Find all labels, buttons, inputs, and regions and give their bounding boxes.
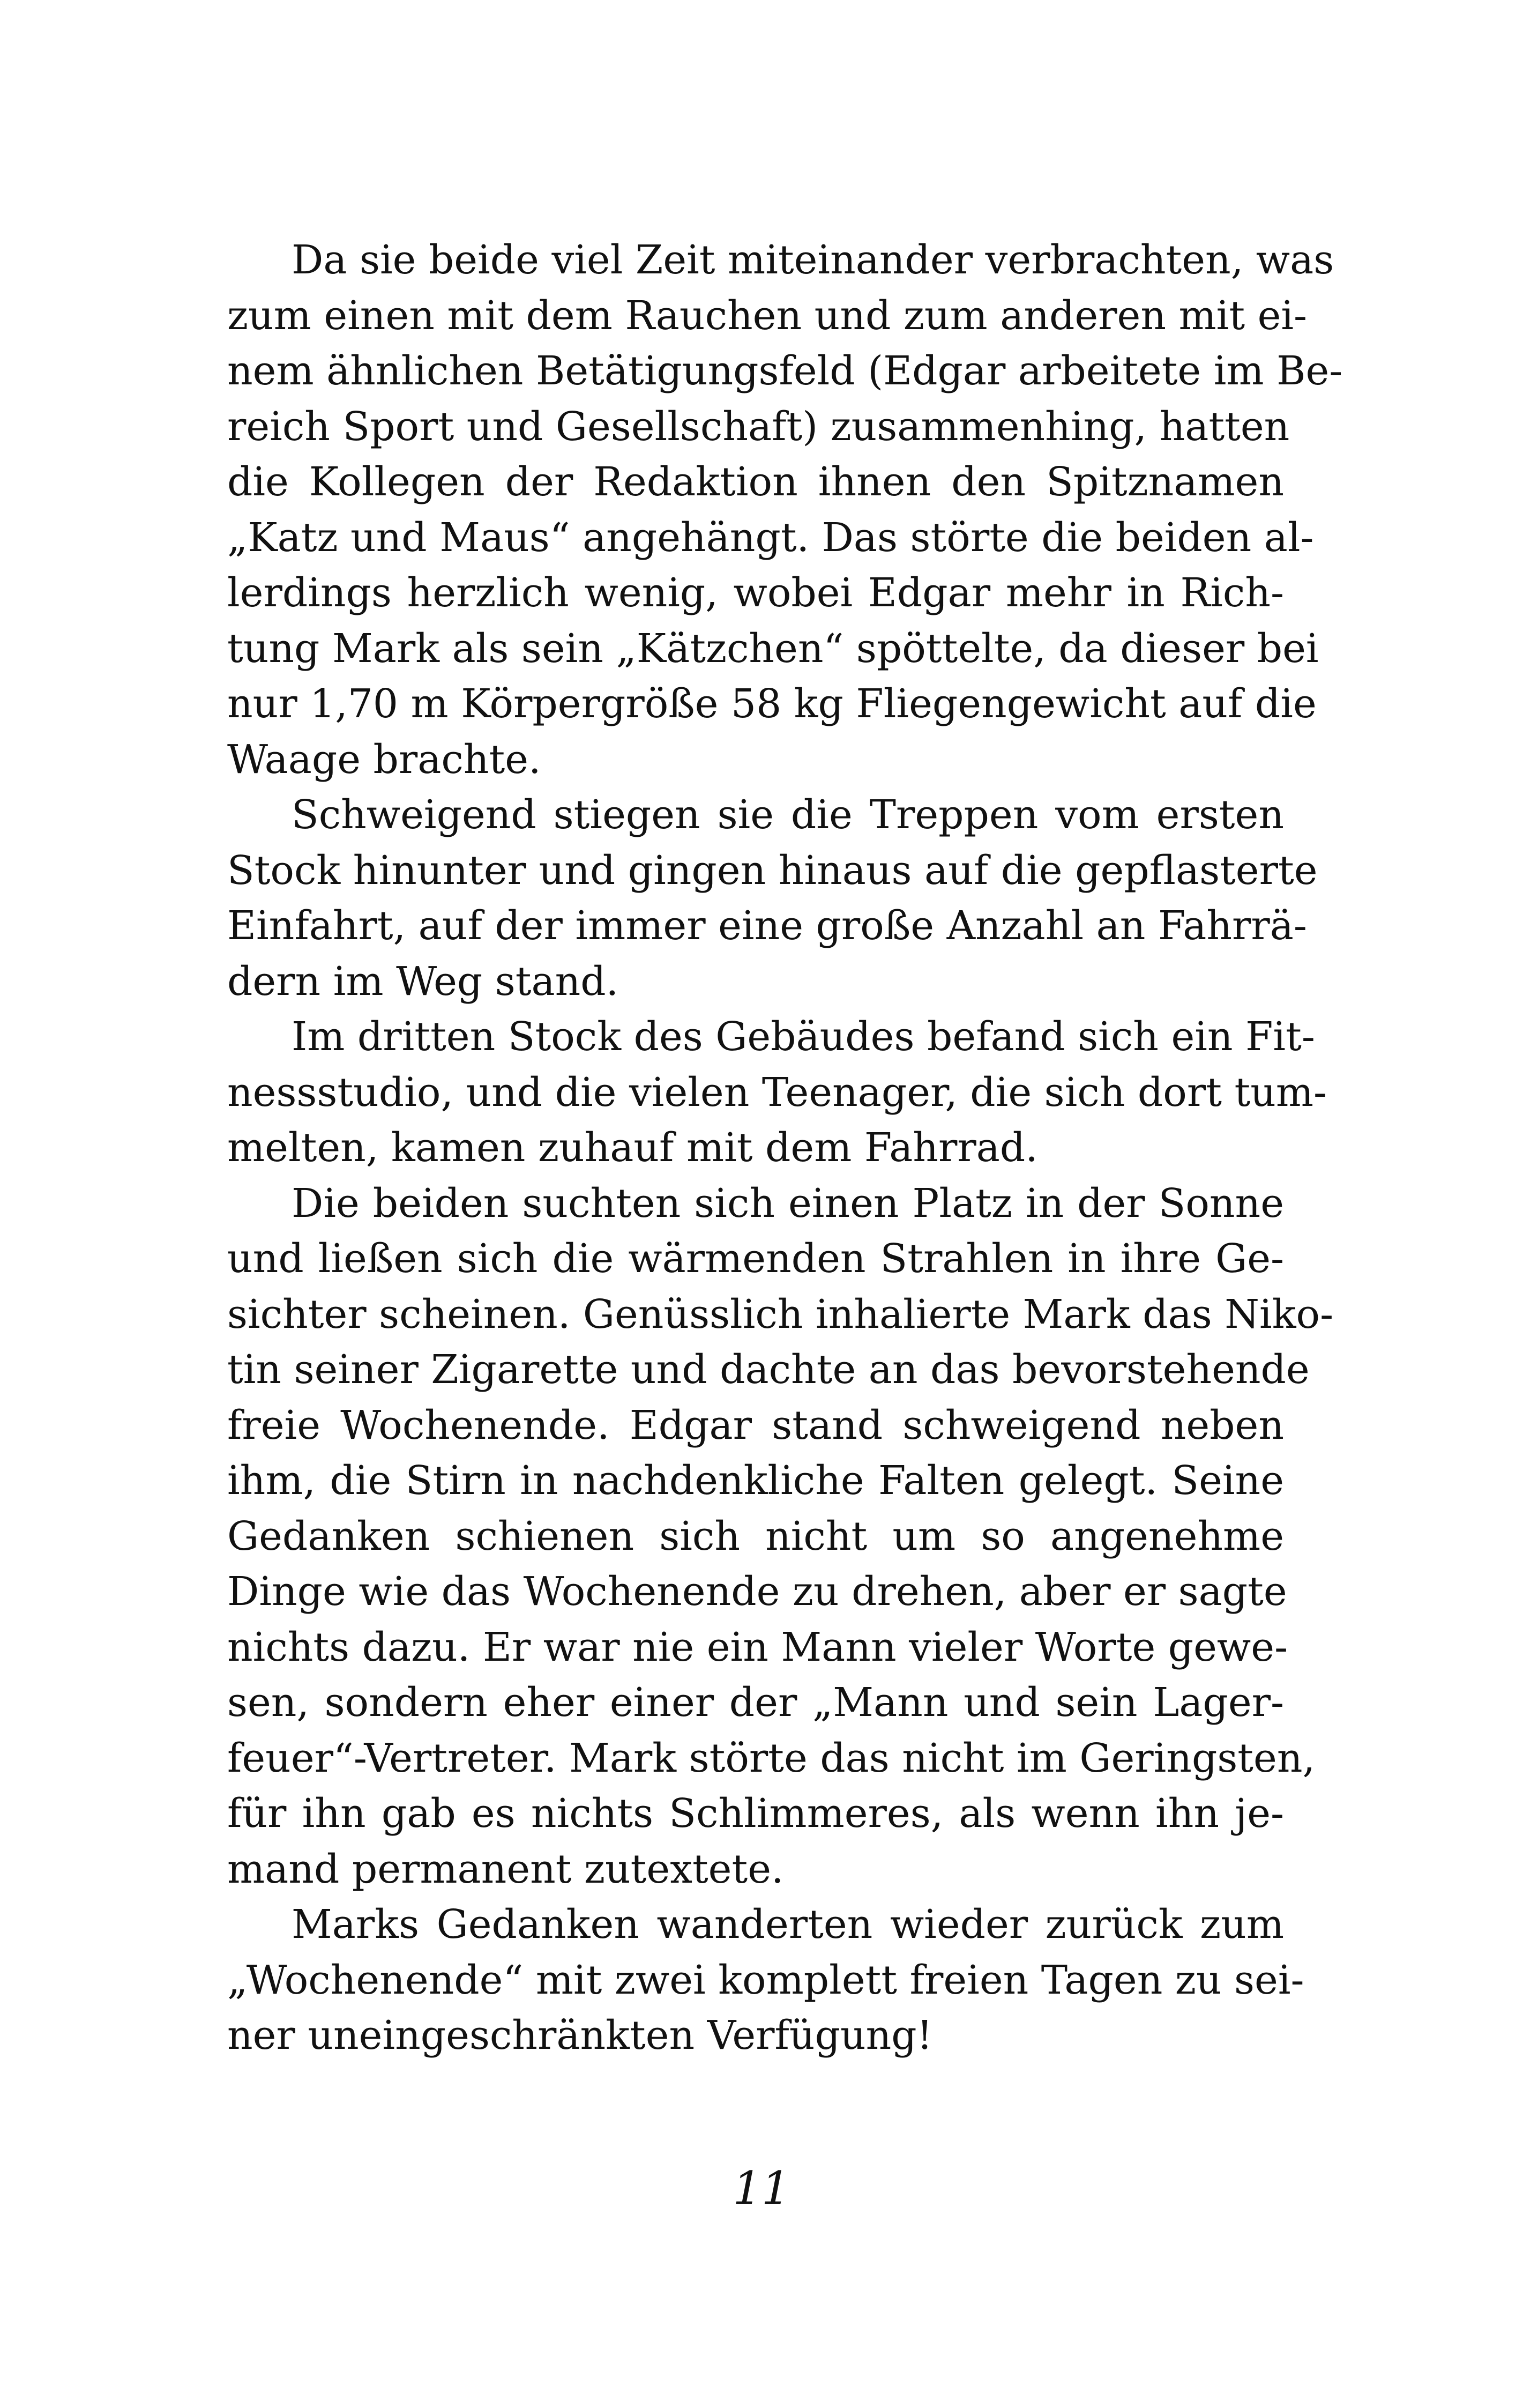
text-line: Stock hinunter und gingen hinaus auf die gepflasterte [227,847,1318,894]
text-line: zum einen mit dem Rauchen und zum anderen mit ei- [227,292,1308,339]
body-text [227,233,1343,2064]
paragraph [227,1897,1304,2064]
text-line: nem ähnlichen Betätigungsfeld (Edgar arbeitete im Be- [227,348,1343,394]
paragraph [227,233,1343,787]
text-line: nichts dazu. Er war nie ein Mann vieler Worte gewe- [227,1624,1288,1670]
text-line: nessstudio, und die vielen Teenager, die sich dort tum- [227,1069,1327,1116]
text-line: lerdings herzlich wenig, wobei Edgar mehr in Rich- [227,570,1284,616]
text-line: Einfahrt, auf der immer eine große Anzahl an Fahrrä- [227,903,1307,949]
text-line: ihm, die Stirn in nachdenkliche Falten gelegt. Seine [227,1458,1284,1504]
text-line: „Katz und Maus“ angehängt. Das störte die beiden al- [227,514,1314,561]
text-line: Gedanken schienen sich nicht um so angenehme [227,1513,1284,1559]
text-line: mand permanent zutextete. [227,1846,784,1892]
text-line: und ließen sich die wärmenden Strahlen in ihre Ge- [227,1236,1284,1282]
text-line: nur 1,70 m Körpergröße 58 kg Fliegengewicht auf die [227,681,1317,727]
text-line: „Wochenende“ mit zwei komplett freien Tagen zu sei- [227,1957,1304,2003]
text-line: Schweigend stiegen sie die Treppen vom ersten [292,792,1284,838]
text-line: die Kollegen der Redaktion ihnen den Spitznamen [227,459,1284,505]
paragraph [227,1009,1327,1176]
text-line: für ihn gab es nichts Schlimmeres, als wenn ihn je- [227,1790,1284,1837]
text-line: Im dritten Stock des Gebäudes befand sich ein Fit- [292,1014,1315,1060]
page-number: 11 [733,2162,790,2214]
text-line: reich Sport und Gesellschaft) zusammenhing, hatten [227,403,1290,450]
text-line: Da sie beide viel Zeit miteinander verbrachten, was [292,237,1334,283]
text-line: melten, kamen zuhauf mit dem Fahrrad. [227,1125,1038,1171]
text-line: Waage brachte. [227,736,541,783]
text-line: Die beiden suchten sich einen Platz in der Sonne [292,1180,1284,1227]
text-line: ner uneingeschränkten Verfügung! [227,2012,933,2058]
text-line: freie Wochenende. Edgar stand schweigend neben [227,1402,1284,1448]
text-line: Marks Gedanken wanderten wieder zurück zum [292,1901,1284,1948]
paragraph [227,787,1318,1009]
text-line: sichter scheinen. Genüsslich inhalierte Mark das Niko- [227,1291,1334,1337]
text-line: dern im Weg stand. [227,958,619,1005]
paragraph [227,1176,1334,1898]
text-line: tin seiner Zigarette und dachte an das bevorstehende [227,1347,1310,1393]
text-line: tung Mark als sein „Kätzchen“ spöttelte, da dieser bei [227,625,1319,672]
text-line: feuer“-Vertreter. Mark störte das nicht im Geringsten, [227,1735,1316,1781]
text-line: Dinge wie das Wochenende zu drehen, aber er sagte [227,1569,1287,1615]
text-line: sen, sondern eher einer der „Mann und sein Lager- [227,1679,1284,1726]
